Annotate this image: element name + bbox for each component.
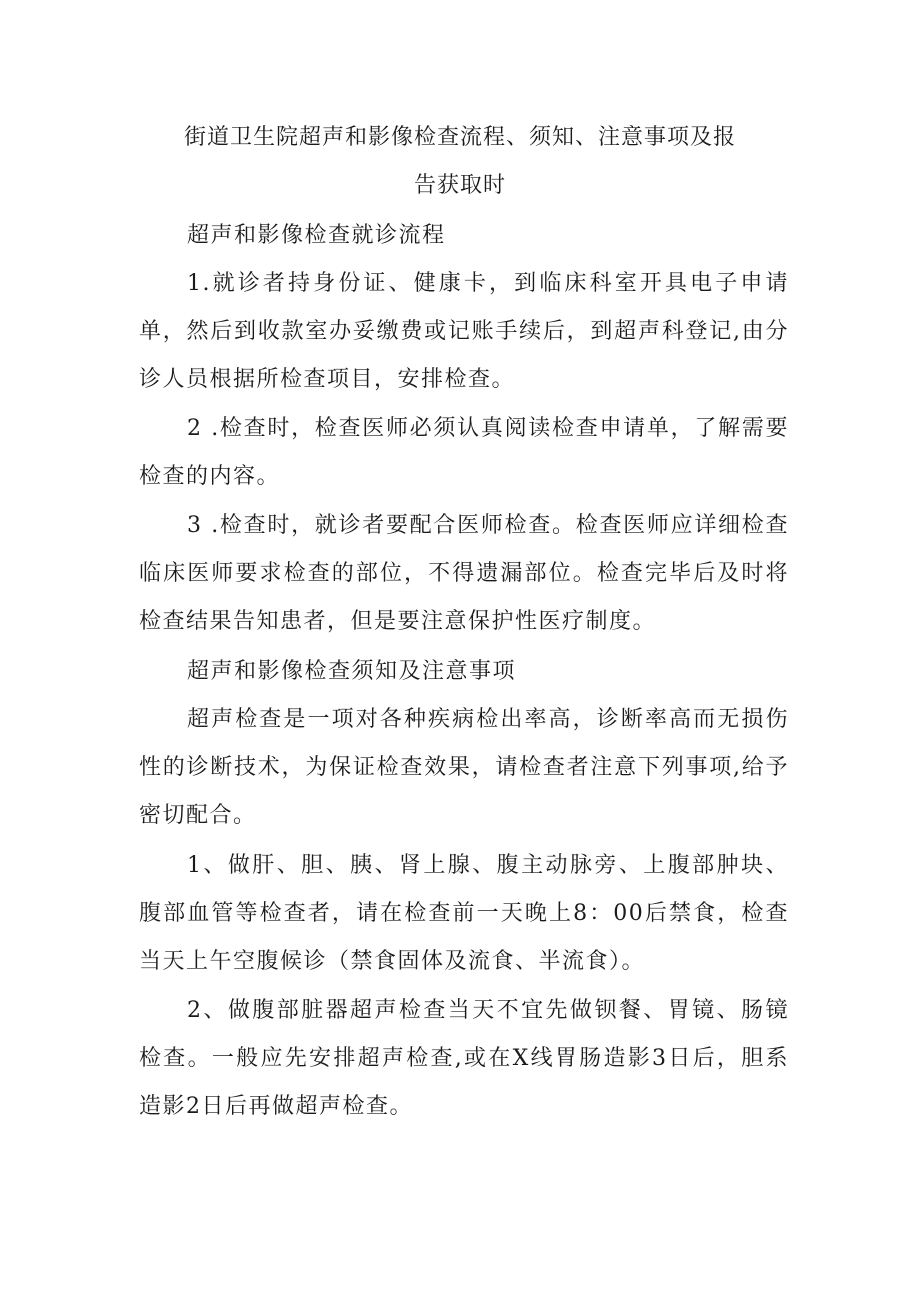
document-title-line1: 街道卫生院超声和影像检查流程、须知、注意事项及报 [183, 125, 736, 150]
section1-item-1: 1.就诊者持身份证、健康卡，到临床科室开具电子申请单，然后到收款室办妥缴费或记账手续后，到超声科登记,由分诊人员根据所检查项目，安排检查。 [139, 271, 789, 392]
section1-item-3: 3 .检查时，就诊者要配合医师检查。检查医师应详细检查临床医师要求检查的部位，不得遗漏部位。检查完毕后及时将检查结果告知患者，但是要注意保护性医疗制度。 [139, 513, 789, 634]
section1-item-2: 2 .检查时，检查医师必须认真阅读检查申请单，了解需要检查的内容。 [139, 416, 789, 489]
section2-item-1: 1、做肝、胆、胰、肾上腺、腹主动脉旁、上腹部肿块、腹部血管等检查者，请在检查前一天晚上8：00后禁食，检查当天上午空腹候诊（禁食固体及流食、半流食）。 [139, 853, 789, 974]
section1-heading: 超声和影像检查就诊流程 [187, 223, 446, 248]
section2-intro: 超声检查是一项对各种疾病检出率高，诊断率高而无损伤性的诊断技术，为保证检查效果，请检查者注意下列事项,给予密切配合。 [139, 707, 789, 828]
document-title-line2: 告获取时 [413, 173, 506, 198]
section2-heading: 超声和影像检查须知及注意事项 [187, 659, 517, 684]
section2-item-2: 2、做腹部脏器超声检查当天不宜先做钡餐、胃镜、肠镜检查。一般应先安排超声检查,或在X线胃肠造影3日后，胆系造影2日后再做超声检查。 [139, 998, 789, 1119]
